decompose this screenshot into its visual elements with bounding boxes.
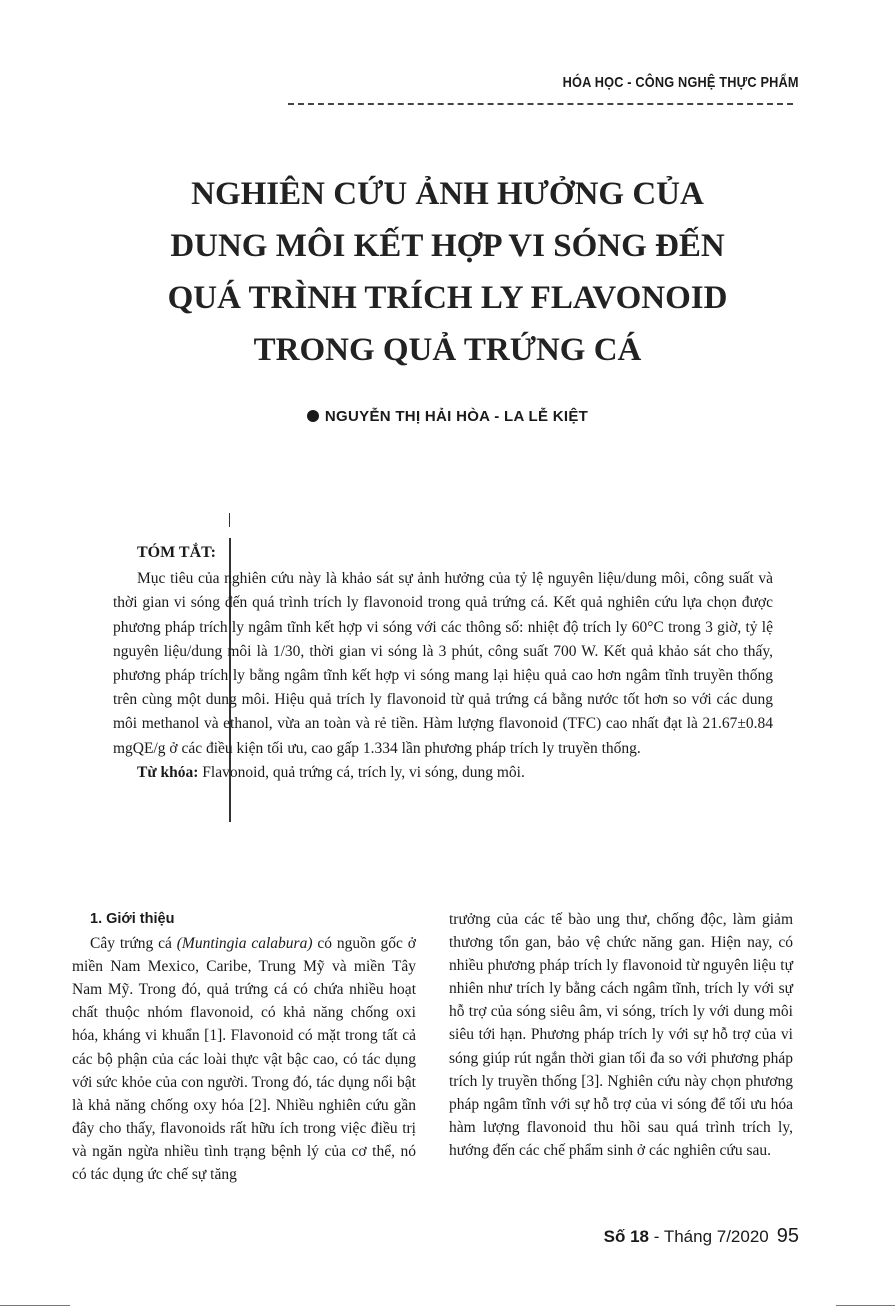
bottom-rule-left xyxy=(0,1305,70,1306)
author-names: NGUYỄN THỊ HẢI HÒA - LA LỄ KIỆT xyxy=(324,408,589,425)
intro-text: Cây trứng cá xyxy=(90,935,177,953)
keywords-text: Flavonoid, quả trứng cá, trích ly, vi sóng, dung môi. xyxy=(198,763,525,781)
title-line-3: QUÁ TRÌNH TRÍCH LY FLAVONOID xyxy=(167,280,728,316)
title-line-4: TRONG QUẢ TRỨNG CÁ xyxy=(253,332,642,368)
keywords xyxy=(113,761,773,785)
issue-date: - Tháng 7/2020 xyxy=(649,1227,769,1246)
intro-paragraph xyxy=(72,932,416,1186)
intro-text: có nguồn gốc ở miền Nam Mexico, Caribe, Trung Mỹ và miền Tây Nam Mỹ. Trong đó, quả trứng cá có chứa nhiều hoạt chất thuộc nhóm flavonoid, có khả năng chống oxi hóa, kháng vi khuẩn [1]. Flavonoid có mặt trong tất cả các bộ phận của các loài thực vật bậc cao, có tác dụng với sức khỏe của con người. Trong đó, tác dụng nổi bật là khả năng chống oxy hóa [2]. Nhiều nghiên cứu gần đây cho thấy, flavonoids rất hữu ích trong việc điều trị và ngăn ngừa nhiều tình trạng bệnh lý của cơ thể, nó có tác dụng ức chế sự tăng xyxy=(72,935,416,1184)
keywords-label: Từ khóa: xyxy=(137,763,199,781)
page-footer xyxy=(604,1225,799,1248)
page-number: 95 xyxy=(776,1225,799,1247)
bullet-icon xyxy=(307,410,319,422)
bottom-rule-right xyxy=(836,1305,895,1306)
title-line-2: DUNG MÔI KẾT HỢP VI SÓNG ĐẾN xyxy=(170,228,725,264)
intro-paragraph-continued: trưởng của các tế bào ung thư, chống độc, làm giảm thương tổn gan, bảo vệ chức năng gan. Hiện nay, có nhiều phương pháp trích ly flavonoid từ nguyên liệu tự nhiên như trích ly bằng cách ngâm tĩnh, trích ly với sự hỗ trợ của sóng siêu âm, vi sóng, trích ly với dung môi siêu tới hạn. Phương pháp trích ly với sự hỗ trợ của vi sóng giúp rút ngắn thời gian tối đa so với phương pháp trích ly truyền thống [3]. Nghiên cứu này chọn phương pháp ngâm tĩnh với sự hỗ trợ của vi sóng để tối ưu hóa hàm lượng flavonoid thu hồi sau quá trình trích ly, hướng đến các chế phẩm sinh ở các nghiên cứu sau. xyxy=(449,911,793,1159)
article-title xyxy=(60,168,835,376)
title-line-1: NGHIÊN CỨU ẢNH HƯỞNG CỦA xyxy=(191,176,704,212)
body-column-right xyxy=(449,908,793,1162)
section-heading: 1. Giới thiệu xyxy=(90,911,175,927)
header-dashed-rule xyxy=(288,103,793,105)
abstract xyxy=(113,541,773,785)
species-name: (Muntingia calabura) xyxy=(176,935,313,953)
body-column-left xyxy=(72,908,416,1186)
abstract-heading: TÓM TẮT: xyxy=(137,544,216,561)
issue-number: Số 18 xyxy=(603,1227,650,1246)
scan-artifact-line xyxy=(229,513,230,527)
author-line xyxy=(0,408,895,425)
abstract-body: Mục tiêu của nghiên cứu này là khảo sát sự ảnh hưởng của tỷ lệ nguyên liệu/dung môi, công suất và thời gian vi sóng đến quá trình trích ly flavonoid trong quả trứng cá. Kết quả nghiên cứu lựa chọn được phương pháp trích ly ngâm tĩnh kết hợp vi sóng với các thông số: nhiệt độ trích ly 60°C trong 3 giờ, tỷ lệ nguyên liệu/dung môi là 1/30, thời gian vi sóng là 3 phút, công suất 700 W. Kết quả khảo sát cho thấy, phương pháp trích ly bằng ngâm tĩnh kết hợp vi sóng mang lại hiệu quả cao hơn ngâm tĩnh truyền thống trên cùng một dung môi. Hiệu quả trích ly flavonoid từ quả trứng cá bằng nước tốt hơn so với các dung môi methanol và ethanol, vừa an toàn và rẻ tiền. Hàm lượng flavonoid (TFC) cao nhất đạt là 21.67±0.84 mgQE/g ở các điều kiện tối ưu, cao gấp 1.334 lần phương pháp trích ly truyền thống. xyxy=(113,570,773,757)
running-head: HÓA HỌC - CÔNG NGHỆ THỰC PHẨM xyxy=(562,74,799,91)
